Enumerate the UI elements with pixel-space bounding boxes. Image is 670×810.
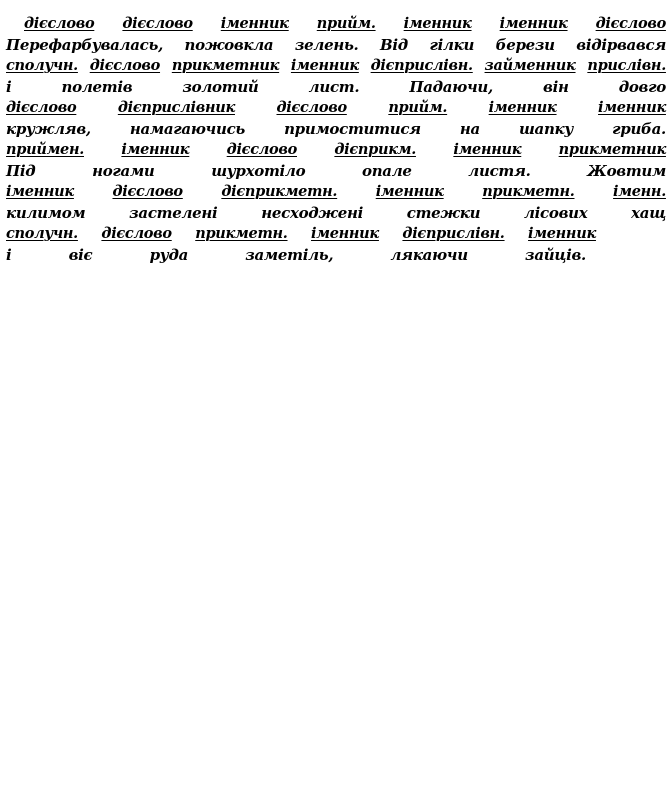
pos-tag: іменник [598, 99, 666, 116]
pos-tag: дієслово [226, 141, 297, 158]
text-word: застелені [129, 204, 218, 222]
text-word: Перефарбувалась, [6, 36, 164, 54]
pos-tag: прийм. [316, 15, 376, 32]
pos-tag: дієслово [101, 225, 172, 242]
pos-tag: сполучн. [6, 225, 78, 242]
pos-tag: прикметн. [482, 183, 575, 200]
pos-tag: дієслово [122, 15, 193, 32]
pos-tag: дієприкм. [334, 141, 416, 158]
text-word: і [6, 246, 12, 264]
text-word: гриба. [612, 120, 666, 138]
text-word: ногами [92, 162, 155, 180]
text-row [6, 34, 666, 56]
text-word: відірвався [576, 36, 666, 54]
text-word: Під [6, 162, 36, 180]
text-word: полетів [61, 78, 133, 96]
pos-tag: іменник [220, 15, 289, 32]
pos-tag: іменник [6, 183, 74, 200]
pos-tag: займенник [484, 57, 576, 74]
text-word: зайців. [525, 246, 586, 264]
pos-tag: дієслово [6, 99, 77, 116]
pos-tag: іменник [403, 15, 472, 32]
text-word: шапку [518, 120, 574, 138]
pos-tag: дієслово [595, 15, 666, 32]
pos-tag: іменник [311, 225, 379, 242]
text-word: на [459, 120, 480, 138]
pos-tag: прикметник [558, 141, 666, 158]
pos-tag: іменник [528, 225, 596, 242]
text-word: Падаючи, [409, 78, 493, 96]
text-row [6, 118, 666, 140]
text-word: кружляв, [6, 120, 91, 138]
pos-tag: іменн. [613, 183, 666, 200]
text-word: Жовтим [587, 162, 666, 180]
pos-tag: дієприслівник [117, 99, 235, 116]
text-word: намагаючись [129, 120, 246, 138]
text-word: віє [68, 246, 93, 264]
text-word: опале [361, 162, 412, 180]
text-word: берези [495, 36, 555, 54]
text-word: пожовкла [184, 36, 274, 54]
pos-row [6, 182, 666, 202]
pos-tag: прикметник [171, 57, 280, 74]
text-word: хащ [631, 204, 666, 222]
text-word: зелень. [294, 36, 359, 54]
text-word: листя. [468, 162, 531, 180]
pos-tag: прийм. [388, 99, 448, 116]
text-row [6, 202, 666, 224]
text-word: килимом [6, 204, 86, 222]
text-row [6, 160, 666, 182]
pos-tag: сполучн. [6, 57, 78, 74]
pos-tag: дієслово [89, 57, 161, 74]
pos-row [6, 140, 666, 160]
text-word: заметіль, [245, 246, 334, 264]
text-word: довго [618, 78, 666, 96]
text-word: Від [380, 36, 408, 54]
text-word: лякаючи [390, 246, 468, 264]
text-word: золотий [182, 78, 259, 96]
pos-tag: дієслово [276, 99, 347, 116]
text-word: шурхотіло [211, 162, 306, 180]
pos-tag: дієприслівн. [370, 57, 473, 74]
pos-tag: дієслово [24, 15, 95, 32]
text-row [6, 76, 666, 98]
text-word: несходжені [261, 204, 363, 222]
pos-tag: іменник [375, 183, 444, 200]
text-word: примоститися [284, 120, 421, 138]
pos-tag: іменник [121, 141, 190, 158]
pos-row [6, 98, 666, 118]
pos-row [6, 224, 666, 244]
text-word: він [543, 78, 569, 96]
pos-row [6, 56, 666, 76]
pos-tag: прикметн. [195, 225, 288, 242]
pos-tag: іменник [499, 15, 568, 32]
pos-tag: дієприслівн. [402, 225, 505, 242]
pos-tag: іменник [488, 99, 557, 116]
text-word: руда [149, 246, 189, 264]
pos-tag: дієслово [112, 183, 183, 200]
pos-tag: приймен. [6, 141, 84, 158]
document-body [6, 14, 666, 266]
text-word: стежки [406, 204, 481, 222]
pos-tag: дієприкметн. [221, 183, 338, 200]
text-word: гілки [429, 36, 475, 54]
pos-row [6, 14, 666, 34]
pos-tag: іменник [453, 141, 522, 158]
pos-tag: прислівн. [587, 57, 666, 74]
text-word: і [6, 78, 12, 96]
pos-tag: іменник [290, 57, 359, 74]
text-row [6, 244, 666, 266]
text-word: лісових [523, 204, 588, 222]
text-word: лист. [308, 78, 360, 96]
